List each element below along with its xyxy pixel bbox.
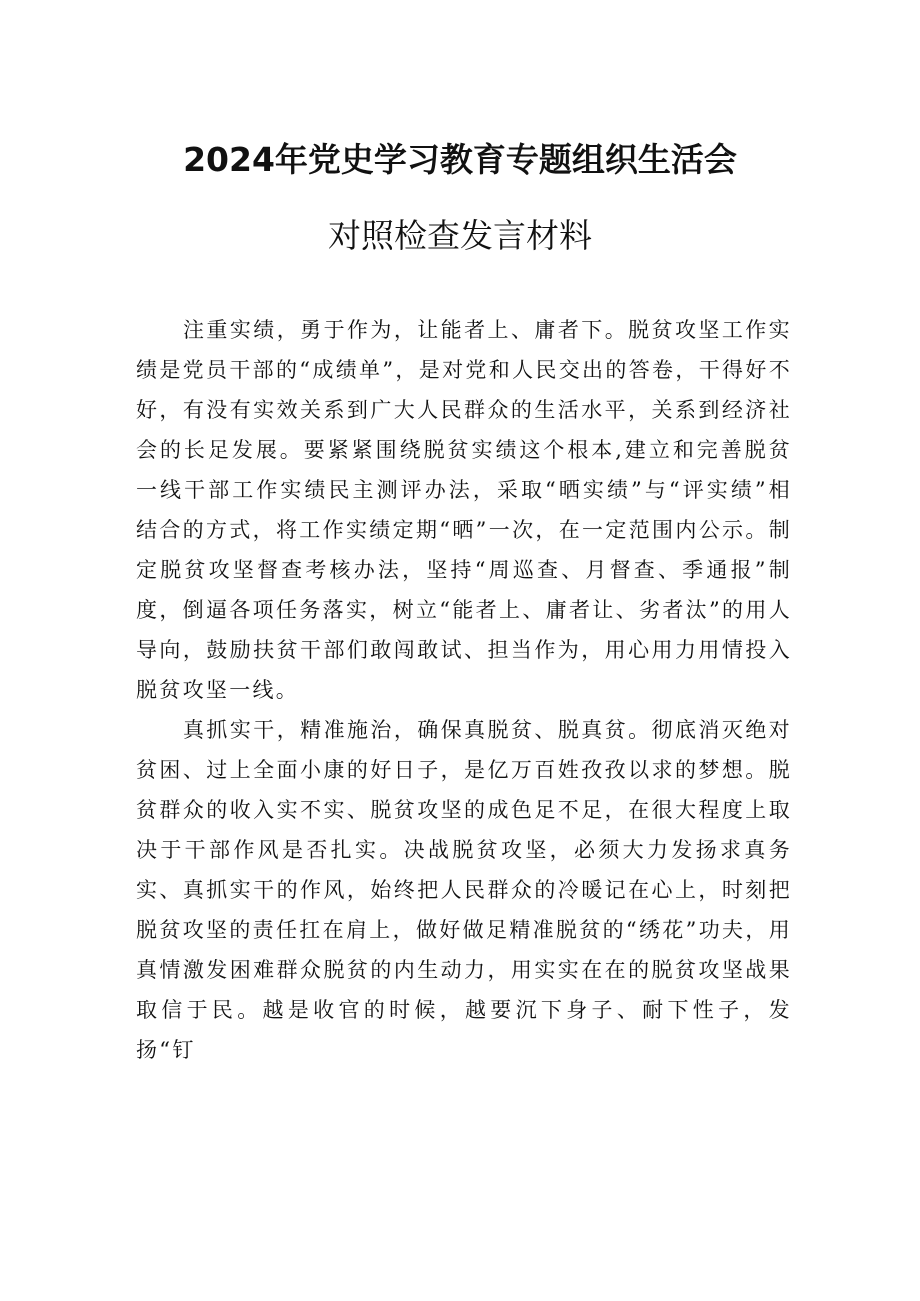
paragraph-2: 真抓实干，精准施治，确保真脱贫、脱真贫。彻底消灭绝对贫困、过上全面小康的好日子，是亿万百姓孜孜以求的梦想。脱贫群众的收入实不实、脱贫攻坚的成色足不足，在很大程度上取决于干部作风是否扎实。决战脱贫攻坚，必须大力发扬求真务实、真抓实干的作风，始终把人民群众的冷暖记在心上，时刻把脱贫攻坚的责任扛在肩上，做好做足精准脱贫的“绣花”功夫，用真情激发困难群众脱贫的内生动力，用实实在在的脱贫攻坚战果取信于民。越是收官的时候，越要沉下身子、耐下性子，发扬“钉 xyxy=(136,718,792,1062)
title-line-2: 对照检查发言材料 xyxy=(328,216,592,255)
document-body xyxy=(136,310,792,1070)
document-title xyxy=(0,140,920,256)
title-line-1: 2024年党史学习教育专题组织生活会 xyxy=(183,140,737,179)
paragraph-1: 注重实绩，勇于作为，让能者上、庸者下。脱贫攻坚工作实绩是党员干部的“成绩单”，是对党和人民交出的答卷，干得好不好，有没有实效关系到广大人民群众的生活水平，关系到经济社会的长足发展。要紧紧围绕脱贫实绩这个根本,建立和完善脱贫一线干部工作实绩民主测评办法，采取“晒实绩”与“评实绩”相结合的方式，将工作实绩定期“晒”一次，在一定范围内公示。制定脱贫攻坚督查考核办法，坚持“周巡查、月督查、季通报”制度，倒逼各项任务落实，树立“能者上、庸者让、劣者汰”的用人导向，鼓励扶贫干部们敢闯敢试、担当作为，用心用力用情投入脱贫攻坚一线。 xyxy=(136,318,792,702)
